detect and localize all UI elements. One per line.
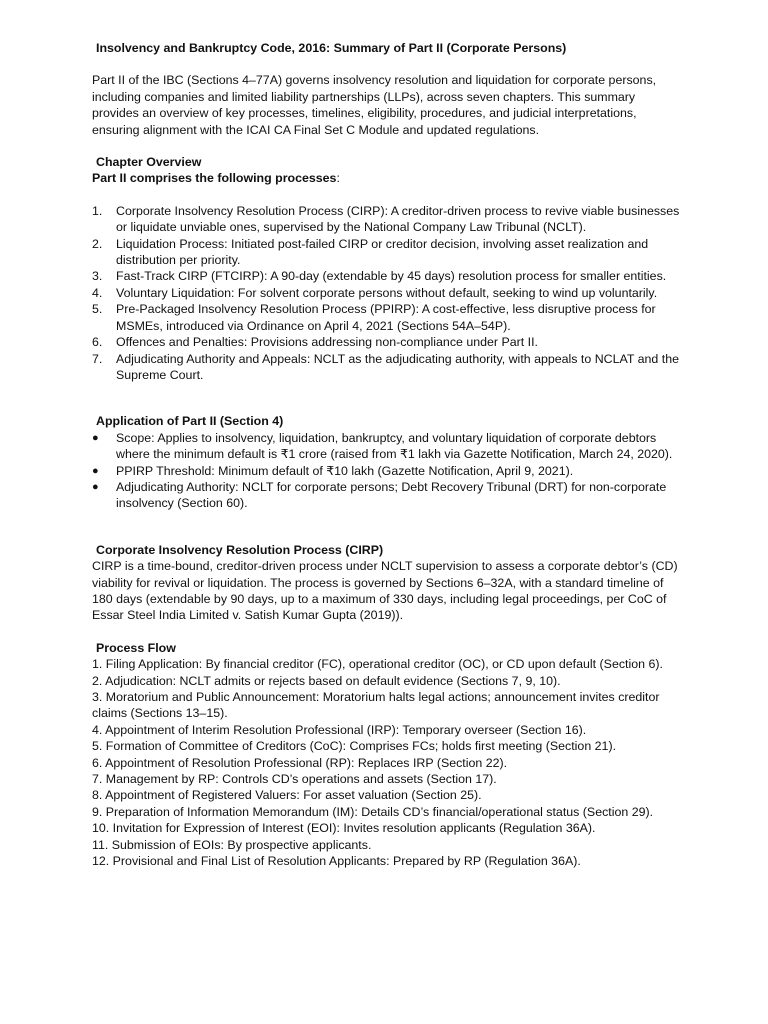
intro-paragraph: Part II of the IBC (Sections 4–77A) governs insolvency resolution and liquidation for corporate persons, including companies and limited liability partnerships (LLPs), across seven chapters. This summary provides an overview of key processes, timelines, eligibility, procedures, and judicial interpretations, ensuring alignment with the ICAI CA Final Set C Module and updated regulations. [92, 73, 657, 137]
application-heading: Application of Part II (Section 4) [96, 414, 284, 429]
chapter-list-item [92, 351, 682, 384]
chapter-item-number: 1. [92, 203, 103, 218]
application-list [92, 430, 682, 512]
chapter-overview-lead-text: Part II comprises the following processes [92, 171, 337, 186]
chapter-overview-lead [92, 170, 682, 186]
process-flow-step: 3. Moratorium and Public Announcement: Moratorium halts legal actions; announcement invites creditor claims (Sections 13–15). [92, 690, 660, 721]
chapter-item-number: 5. [92, 302, 103, 317]
process-flow-step: 5. Formation of Committee of Creditors (CoC): Comprises FCs; holds first meeting (Section 21). [92, 739, 617, 754]
chapter-item-text: Voluntary Liquidation: For solvent corporate persons without default, seeking to wind up voluntarily. [116, 285, 658, 300]
cirp-heading: Corporate Insolvency Resolution Process (CIRP) [96, 542, 384, 557]
process-flow-step: 1. Filing Application: By financial creditor (FC), operational creditor (OC), or CD upon default (Section 6). [92, 657, 663, 672]
chapter-item-number: 7. [92, 351, 103, 366]
process-flow-step: 4. Appointment of Interim Resolution Professional (IRP): Temporary overseer (Section 16). [92, 722, 587, 737]
process-flow-heading: Process Flow [96, 640, 176, 655]
chapter-item-number: 6. [92, 335, 103, 350]
process-flow-step: 9. Preparation of Information Memorandum (IM): Details CD’s financial/operational status (Section 29). [92, 804, 654, 819]
chapter-list-item [92, 203, 682, 236]
application-list-item [92, 479, 682, 512]
chapter-item-text: Offences and Penalties: Provisions addressing non-compliance under Part II. [116, 335, 538, 350]
application-list-item [92, 463, 682, 479]
chapter-item-text: Corporate Insolvency Resolution Process (CIRP): A creditor-driven process to revive viable businesses or liquidate unviable ones, supervised by the National Company Law Tribunal (NCLT). [116, 203, 680, 235]
process-flow-step: 6. Appointment of Resolution Professional (RP): Replaces IRP (Section 22). [92, 755, 508, 770]
chapter-list-item [92, 285, 682, 301]
chapter-item-text: Fast-Track CIRP (FTCIRP): A 90-day (extendable by 45 days) resolution process for smaller entities. [116, 269, 667, 284]
chapter-item-text: Liquidation Process: Initiated post-failed CIRP or creditor decision, involving asset realization and distribution per priority. [116, 236, 649, 268]
chapter-item-number: 3. [92, 269, 103, 284]
application-item-text: PPIRP Threshold: Minimum default of ₹10 lakh (Gazette Notification, April 9, 2021). [116, 463, 574, 478]
chapter-list [92, 203, 682, 383]
chapter-overview-lead-colon: : [336, 171, 340, 186]
document-body [92, 40, 682, 869]
chapter-item-number: 2. [92, 236, 103, 251]
process-flow-step: 7. Management by RP: Controls CD’s operations and assets (Section 17). [92, 772, 497, 787]
chapter-item-text: Adjudicating Authority and Appeals: NCLT as the adjudicating authority, with appeals to NCLAT and the Supreme Court. [116, 351, 679, 382]
application-list-item [92, 430, 682, 463]
process-flow-step: 2. Adjudication: NCLT admits or rejects based on default evidence (Sections 7, 9, 10). [92, 673, 561, 688]
cirp-paragraph: CIRP is a time-bound, creditor-driven process under NCLT supervision to assess a corporate debtor’s (CD) viability for revival or liquidation. The process is governed by Sections 6–32A, with a standard timeline of 180 days (extendable by 90 days, up to a maximum of 330 days, including legal proceedings, per CoC of Essar Steel India Limited v. Satish Kumar Gupta (2019)). [92, 559, 678, 623]
chapter-list-item [92, 301, 682, 334]
process-flow-step: 8. Appointment of Registered Valuers: For asset valuation (Section 25). [92, 788, 482, 803]
chapter-item-text: Pre-Packaged Insolvency Resolution Process (PPIRP): A cost-effective, less disruptive process for MSMEs, introduced via Ordinance on April 4, 2021 (Sections 54A–54P). [116, 302, 656, 333]
chapter-list-item [92, 268, 682, 284]
bullet-icon: ● [92, 431, 99, 444]
bullet-icon: ● [92, 464, 99, 477]
chapter-overview-heading: Chapter Overview [96, 155, 202, 170]
application-item-text: Scope: Applies to insolvency, liquidation, bankruptcy, and voluntary liquidation of corporate debtors where the minimum default is ₹1 crore (raised from ₹1 lakh via Gazette Notification, March 24, 2020). [116, 430, 673, 462]
process-flow-step: 12. Provisional and Final List of Resolution Applicants: Prepared by RP (Regulation 36A). [92, 854, 581, 869]
document-title: Insolvency and Bankruptcy Code, 2016: Summary of Part II (Corporate Persons) [96, 41, 567, 55]
chapter-item-number: 4. [92, 285, 103, 300]
chapter-list-item [92, 236, 682, 269]
process-flow-step: 10. Invitation for Expression of Interest (EOI): Invites resolution applicants (Regulation 36A). [92, 821, 596, 836]
process-flow-list [92, 656, 682, 869]
chapter-list-item [92, 334, 682, 350]
bullet-icon: ● [92, 480, 99, 493]
process-flow-step: 11. Submission of EOIs: By prospective applicants. [92, 837, 372, 852]
application-item-text: Adjudicating Authority: NCLT for corporate persons; Debt Recovery Tribunal (DRT) for non-corporate insolvency (Section 60). [116, 479, 667, 511]
